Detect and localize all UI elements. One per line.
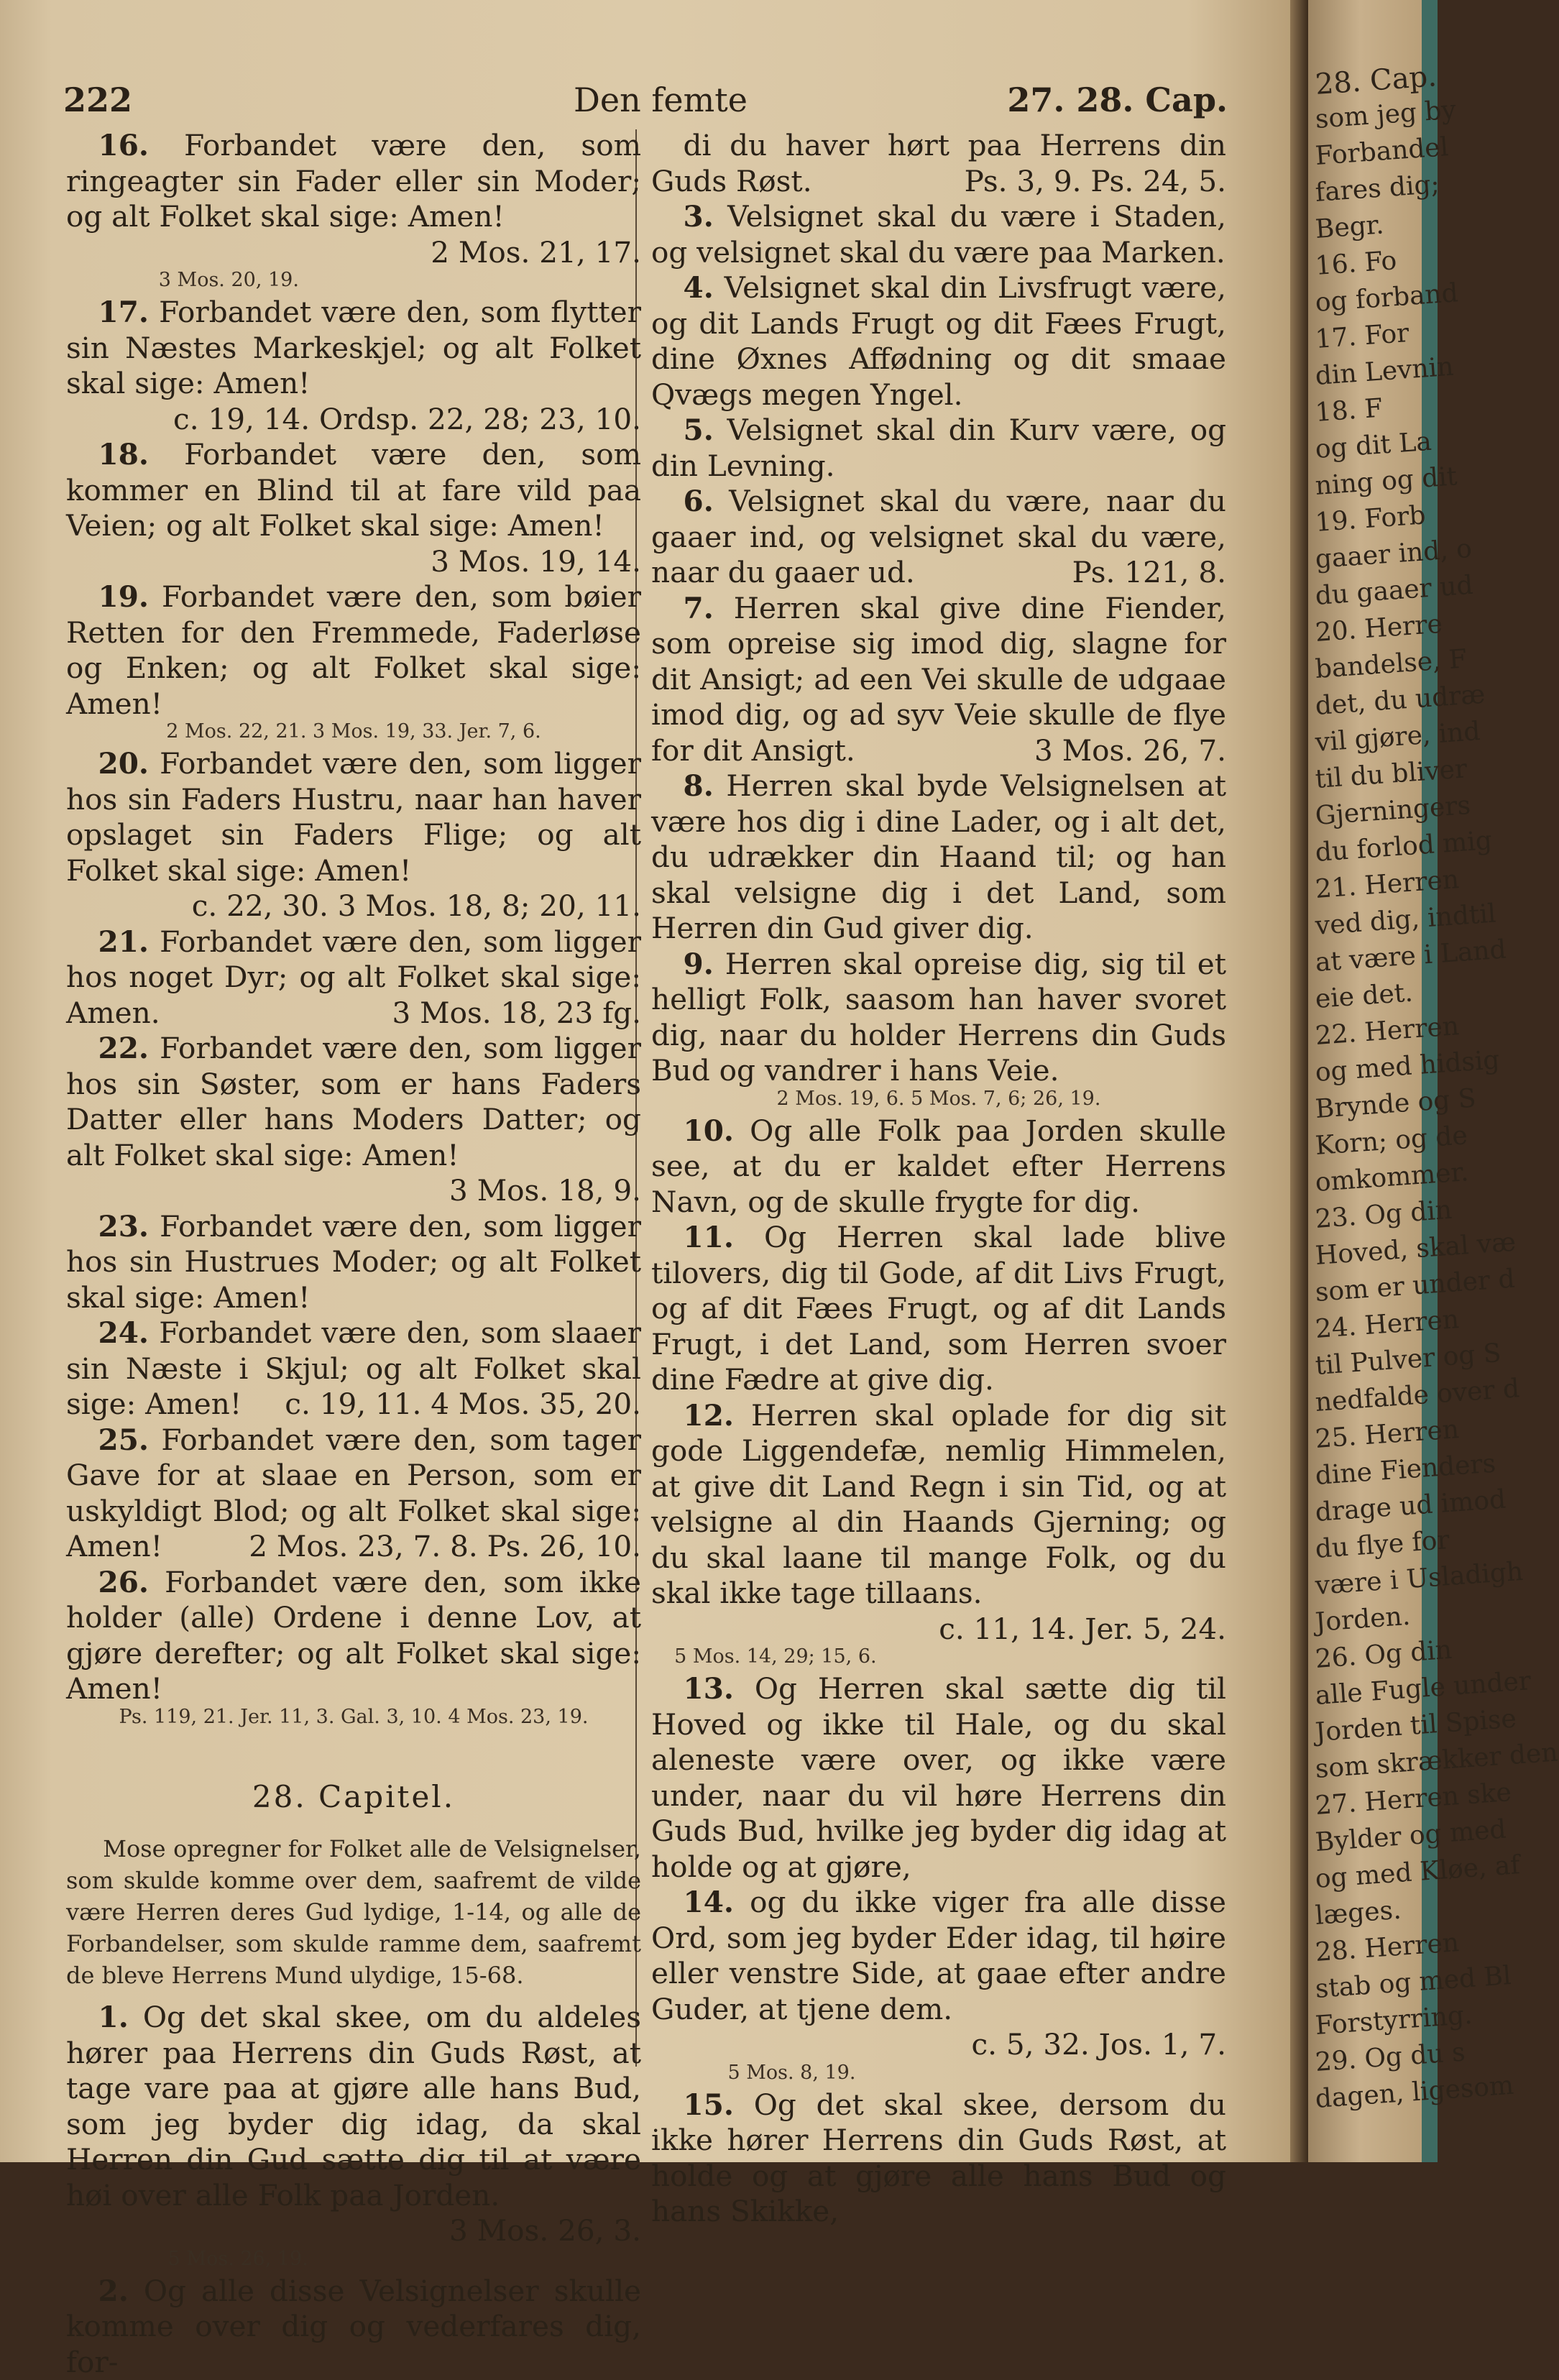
facing-page-line: som skrækker den — [1315, 1737, 1559, 1783]
verse-number: 19. — [98, 579, 149, 614]
verse-number: 24. — [98, 1315, 149, 1350]
verse-text: Forbandet være den, som ikke holder (alle) Ordene i denne Lov, at gjøre derefter; og alt Folket skal sige: Amen! — [66, 1565, 641, 1706]
verse-reference: 3 Mos. 19, 14. — [392, 544, 641, 580]
verse-number: 8. — [684, 768, 714, 803]
verse — [66, 437, 641, 579]
verse-number: 6. — [684, 484, 714, 518]
chapter-heading: 28. Capitel. — [66, 1779, 641, 1815]
facing-page-line: alle Fugle under — [1315, 1666, 1532, 1711]
verse-reference: 3 Mos. 26, 3. — [410, 2213, 642, 2249]
facing-page-line: 29. Og du s — [1315, 2037, 1466, 2077]
facing-page-line: 19. Forb — [1315, 500, 1427, 538]
verse — [651, 1885, 1226, 2063]
facing-page-edge — [1308, 0, 1438, 2162]
facing-page-line: Jorden. — [1315, 1602, 1412, 1637]
facing-page-line: drage ud imod — [1315, 1485, 1507, 1527]
facing-page-line: og med hidsig — [1315, 1045, 1501, 1088]
facing-page-line: du gaaer ud — [1315, 571, 1474, 611]
verse-text: Herren skal opreise dig, sig til et helligt Folk, saasom han haver svoret dig, naar du holder Herrens din Guds Bud og vandrer i hans Veie. — [651, 947, 1226, 1088]
verse-number: 17. — [98, 295, 149, 329]
verse — [651, 1220, 1226, 1398]
verse-reference: c. 19, 14. Ordsp. 22, 28; 23, 10. — [134, 402, 641, 438]
page-number: 222 — [63, 81, 132, 119]
verse-reference: c. 5, 32. Jos. 1, 7. — [932, 2027, 1226, 2063]
verse-number: 9. — [684, 947, 714, 981]
facing-page-line: og med Kløe, af — [1315, 1850, 1521, 1894]
verse-text: Forbandet være den, som bøier Retten for den Fremmede, Faderløse og Enken; og alt Folket skal sige: Amen! — [66, 579, 641, 721]
verse-reference: 2 Mos. 23, 7. 8. Ps. 26, 10. — [210, 1529, 641, 1565]
facing-page-line: eie det. — [1315, 978, 1414, 1014]
cross-reference: 2 Mos. 19, 6. 5 Mos. 7, 6; 26, 19. — [651, 1088, 1226, 1111]
verse-number: 2. — [98, 2274, 129, 2308]
verse — [66, 1031, 641, 1209]
facing-page-line: 27. Herren ske — [1315, 1778, 1513, 1821]
facing-page-line: fares dig; — [1315, 170, 1440, 208]
facing-page-line: Forbandel — [1315, 132, 1450, 171]
verse-text: di du haver hørt paa Herrens din Guds Røst. — [651, 128, 1226, 198]
verse — [66, 1565, 641, 1707]
verse-text: Forbandet være den, som ligger hos noget Dyr; og alt Folket skal sige: Amen. — [66, 924, 641, 1030]
facing-page-line: bandelse, F — [1315, 644, 1468, 684]
verse-text: Herren skal give dine Fiender, som opreise sig imod dig, slagne for dit Ansigt; ad een Vei skulle de udgaae imod dig, og ad syv Veie skulle de flye for dit Ansigt. — [651, 591, 1226, 768]
verse-text: Forbandet være den, som ligger hos sin Søster, som er hans Faders Datter eller hans Moders Datter; og alt Folket skal sige: Amen! — [66, 1031, 641, 1172]
verse-number: 13. — [684, 1671, 734, 1706]
facing-page-line: 24. Herren — [1315, 1305, 1461, 1344]
facing-page-line: Jorden til Spise — [1315, 1704, 1517, 1747]
facing-page-line: til du bliver — [1315, 754, 1468, 794]
facing-page-line: gaaer ind, o — [1315, 534, 1473, 574]
verse-number: 15. — [684, 2087, 734, 2122]
verse-reference: Ps. 121, 8. — [1033, 555, 1226, 591]
verse — [651, 270, 1226, 413]
facing-page-line: som er under d — [1315, 1264, 1516, 1308]
facing-page-line: omkommer. — [1315, 1157, 1470, 1198]
verse-reference: 3 Mos. 18, 9. — [410, 1173, 642, 1209]
verse-number: 25. — [98, 1423, 149, 1457]
verse — [66, 579, 641, 722]
verse — [66, 295, 641, 437]
verse — [651, 128, 1226, 199]
verse — [651, 591, 1226, 769]
cross-reference: Ps. 119, 21. Jer. 11, 3. Gal. 3, 10. 4 Mos. 23, 19. — [66, 1706, 641, 1729]
book-gutter — [1290, 0, 1308, 2162]
facing-page-line: Gjerningers — [1315, 791, 1472, 831]
facing-page-line: som jeg by — [1315, 95, 1457, 134]
verse-reference: c. 22, 30. 3 Mos. 18, 8; 20, 11. — [152, 888, 641, 924]
verse-text: Og alle disse Velsignelser skulle komme over dig og vederfares dig, for- — [66, 2274, 641, 2379]
cross-reference: 3 Mos. 20, 19. — [66, 269, 641, 292]
verse-reference: 3 Mos. 18, 23 fg. — [353, 996, 641, 1032]
verse-text: Herren skal oplade for dig sit gode Liggendefæ, nemlig Himmelen, at give dit Land Regn i sin Tid, og at velsigne al din Haands Gjerning; og du skal laane til mange Folk, og du skal ikke tage tillaans. — [651, 1398, 1226, 1611]
facing-page-line: 28. Cap. — [1314, 60, 1438, 101]
verse — [66, 1209, 641, 1316]
verse-number: 23. — [98, 1209, 149, 1244]
verse — [66, 746, 641, 924]
verse — [651, 413, 1226, 484]
cross-reference: 5 Mos. 8, 19. — [651, 2062, 1226, 2085]
facing-page-line: ved dig, indtil — [1315, 899, 1497, 940]
page-header — [63, 81, 1228, 124]
verse-number: 11. — [684, 1220, 734, 1254]
facing-page-line: læges. — [1315, 1896, 1402, 1931]
running-title: Den femte — [574, 81, 748, 119]
verse-number: 12. — [684, 1398, 734, 1433]
verse-text: Herren skal byde Velsignelsen at være hos dig i dine Lader, og i alt det, du udrækker din Haand til; og han skal velsigne dig i det Land, som Herren din Gud giver dig. — [651, 768, 1226, 945]
facing-page-line: 16. Fo — [1315, 246, 1398, 281]
verse-text: Forbandet være den, som flytter sin Næstes Markeskjel; og alt Folket skal sige: Amen! — [66, 295, 641, 400]
facing-page-line: ning og dit — [1315, 461, 1458, 501]
left-column — [66, 128, 641, 2380]
facing-page-line: nedfalde over d — [1315, 1374, 1521, 1418]
cross-reference: 5 Mos. 14, 29; 15, 6. — [651, 1645, 1226, 1668]
facing-page-line: dagen, ligesom — [1315, 2071, 1515, 2114]
verse-text: Forbandet være den, som ringeagter sin Fader eller sin Moder; og alt Folket skal sige: Amen! — [66, 128, 641, 234]
verse-number: 22. — [98, 1031, 149, 1065]
verse — [66, 2000, 641, 2249]
verse — [651, 1671, 1226, 1885]
verse-text: og du ikke viger fra alle disse Ord, som jeg byder Eder idag, til høire eller venstre Side, at gaae efter andre Guder, at tjene dem. — [651, 1885, 1226, 2026]
verse-text: Velsignet skal du være, naar du gaaer ind, og velsignet skal du være, naar du gaaer ud. — [651, 484, 1226, 589]
verse — [66, 1315, 641, 1423]
facing-page-line: og dit La — [1315, 427, 1432, 464]
verse — [66, 924, 641, 1032]
verse-number: 14. — [684, 1885, 734, 1919]
facing-page-line: du forlod mig — [1315, 826, 1494, 868]
verse-text: Og Herren skal sætte dig til Hoved og ikke til Hale, og du skal aleneste være over, og ikke være under, naar du vil høre Herrens din Guds Bud, hvilke jeg byder dig idag at holde og at gjøre, — [651, 1671, 1226, 1884]
verse-reference: 2 Mos. 21, 17. — [392, 235, 641, 271]
facing-page-line: 22. Herren — [1315, 1011, 1461, 1051]
verse-number: 3. — [684, 199, 714, 234]
facing-page-line: det, du udræ — [1315, 680, 1486, 721]
cross-reference: 5 Mos. 26, 19. — [66, 2248, 641, 2271]
chapter-summary: Mose opregner for Folket alle de Velsignelser, som skulde komme over dem, saafremt de vilde være Herren deres Gud lydige, 1-14, og alle de Forbandelser, som skulde ramme dem, saafremt de bleve Herrens Mund ulydige, 15-68. — [66, 1833, 641, 1991]
chapter-reference: 27. 28. Cap. — [1007, 81, 1228, 119]
verse-text: Og det skal skee, dersom du ikke hører Herrens din Guds Røst, at holde og at gjøre alle hans Bud og hans Skikke, — [651, 2087, 1226, 2229]
verse-number: 20. — [98, 746, 149, 781]
verse-text: Og det skal skee, om du aldeles hører paa Herrens din Guds Røst, at tage vare paa at gjøre alle hans Bud, som jeg byder dig idag, da skal Herren din Gud sætte dig til at være høi over alle Folk paa Jorden. — [66, 2000, 641, 2213]
verse-number: 7. — [684, 591, 714, 625]
verse-number: 5. — [684, 413, 714, 447]
verse — [66, 2274, 641, 2380]
verse-text: Og alle Folk paa Jorden skulle see, at du er kaldet efter Herrens Navn, og de skulle frygte for dig. — [651, 1113, 1226, 1219]
right-column — [651, 128, 1226, 2230]
facing-page-line: stab og med Bl — [1315, 1961, 1512, 2004]
verse — [651, 484, 1226, 591]
verse-number: 1. — [98, 2000, 129, 2034]
facing-page-line: dine Fienders — [1315, 1449, 1497, 1491]
verse — [651, 1113, 1226, 1221]
facing-page-line: Hoved, skal væ — [1315, 1228, 1517, 1271]
verse-reference: c. 11, 14. Jer. 5, 24. — [900, 1612, 1226, 1648]
verse — [651, 768, 1226, 947]
facing-page-line: Brynde og S — [1315, 1083, 1477, 1124]
facing-page-line: 20. Herre — [1315, 610, 1444, 648]
verse-number: 18. — [98, 437, 149, 472]
facing-page-line: din Levnin — [1315, 352, 1455, 391]
verse-number: 16. — [98, 128, 149, 162]
facing-page-line: 26. Og din — [1315, 1635, 1453, 1674]
verse-number: 26. — [98, 1565, 149, 1599]
facing-page-line: vil gjøre, ind — [1315, 717, 1481, 758]
facing-page-line: til Pulver og S — [1315, 1338, 1502, 1381]
verse-reference: 3 Mos. 26, 7. — [995, 733, 1227, 769]
facing-page-line: være i Usladigh — [1315, 1557, 1524, 1601]
verse — [651, 2087, 1226, 2230]
verse-reference: Ps. 3, 9. Ps. 24, 5. — [925, 164, 1226, 200]
facing-page-line: 18. F — [1315, 394, 1384, 428]
cross-reference: 2 Mos. 22, 21. 3 Mos. 19, 33. Jer. 7, 6. — [66, 720, 641, 743]
facing-page-line: 25. Herren — [1315, 1415, 1461, 1454]
verse-reference: c. 19, 11. 4 Mos. 35, 20. — [246, 1387, 641, 1423]
verse-number: 10. — [684, 1113, 734, 1148]
facing-page-line: Bylder og med — [1315, 1814, 1507, 1857]
verse-number: 4. — [684, 270, 714, 305]
facing-page-line: Forstyrring. — [1315, 2000, 1473, 2041]
facing-page-line: Korn; og de — [1315, 1121, 1468, 1161]
verse-text: Velsignet skal din Livsfrugt være, og dit Lands Frugt og dit Fæes Frugt, dine Øxnes Affødning og dit smaae Qvægs megen Yngel. — [651, 270, 1226, 412]
verse-text: Forbandet være den, som tager Gave for at slaae en Person, som er uskyldigt Blod; og alt Folket skal sige: Amen! — [66, 1423, 641, 1564]
facing-page-line: 28. Herren — [1315, 1928, 1461, 1967]
verse — [651, 1398, 1226, 1648]
facing-page-line: 21. Herren — [1315, 865, 1461, 904]
verse — [651, 947, 1226, 1089]
verse — [66, 1423, 641, 1565]
verse-text: Forbandet være den, som ligger hos sin Hustrues Moder; og alt Folket skal sige: Amen! — [66, 1209, 641, 1315]
facing-page-line: Begr. — [1315, 210, 1385, 244]
facing-page-line: du flye for — [1315, 1525, 1450, 1564]
verse-text: Forbandet være den, som ligger hos sin Faders Hustru, naar han haver opslaget sin Faders Flige; og alt Folket skal sige: Amen! — [66, 746, 641, 888]
facing-page-line: 17. For — [1315, 318, 1410, 354]
facing-page-line: 23. Og din — [1315, 1195, 1453, 1234]
verse — [651, 199, 1226, 270]
facing-page-line: at være i Land — [1315, 934, 1507, 977]
verse-text: Forbandet være den, som slaaer sin Næste i Skjul; og alt Folket skal sige: Amen! — [66, 1315, 641, 1421]
verse-text: Velsignet skal du være i Staden, og velsignet skal du være paa Marken. — [651, 199, 1226, 270]
verse-text: Forbandet være den, som kommer en Blind til at fare vild paa Veien; og alt Folket skal sige: Amen! — [66, 437, 641, 543]
facing-page-line: og forband — [1315, 278, 1459, 318]
verse — [66, 128, 641, 270]
verse-text: Og Herren skal lade blive tilovers, dig til Gode, af dit Livs Frugt, og af dit Fæes Frugt, og af dit Lands Frugt, i det Land, som Herren svoer dine Fædre at give dig. — [651, 1220, 1226, 1397]
verse-number: 21. — [98, 924, 149, 959]
verse-text: Velsignet skal din Kurv være, og din Levning. — [651, 413, 1226, 483]
